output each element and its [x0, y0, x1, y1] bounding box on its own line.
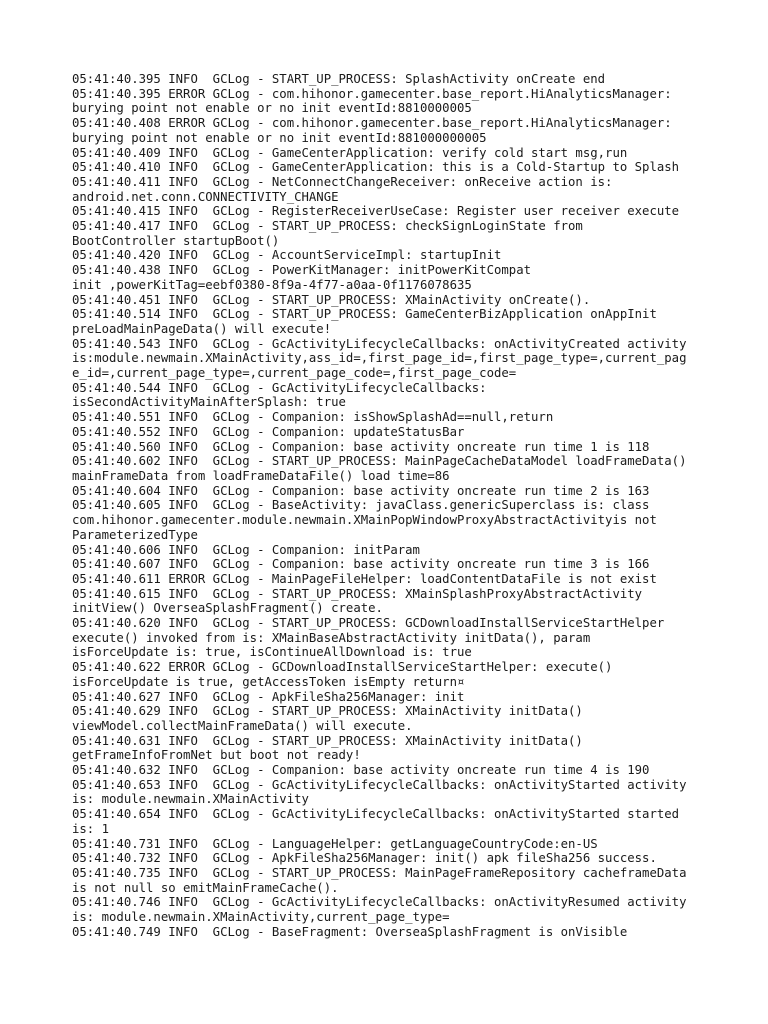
log-line: 05:41:40.607 INFO GCLog - Companion: base activity oncreate run time 3 is 166 — [72, 557, 650, 572]
log-line: 05:41:40.606 INFO GCLog - Companion: initParam — [72, 542, 420, 557]
log-line: 05:41:40.411 INFO GCLog - NetConnectChangeReceiver: onReceive action is: — [72, 174, 613, 189]
log-line: 05:41:40.631 INFO GCLog - START_UP_PROCESS: XMainActivity initData() — [72, 733, 583, 748]
log-line: mainFrameData from loadFrameDataFile() load time=86 — [72, 468, 450, 483]
log-line: 05:41:40.615 INFO GCLog - START_UP_PROCESS: XMainSplashProxyAbstractActivity — [72, 586, 643, 601]
log-line: com.hihonor.gamecenter.module.newmain.XMainPopWindowProxyAbstractActivityis not — [72, 513, 657, 528]
log-line: 05:41:40.629 INFO GCLog - START_UP_PROCESS: XMainActivity initData() — [72, 704, 583, 719]
log-line: 05:41:40.408 ERROR GCLog - com.hihonor.gamecenter.base_report.HiAnalyticsManager: — [72, 116, 672, 131]
log-line: is: 1 — [72, 821, 110, 836]
log-line: 05:41:40.627 INFO GCLog - ApkFileSha256Manager: init — [72, 689, 465, 704]
log-line: 05:41:40.451 INFO GCLog - START_UP_PROCESS: XMainActivity onCreate(). — [72, 292, 591, 307]
log-line: is:module.newmain.XMainActivity,ass_id=,first_page_id=,first_page_type=,current_pag — [72, 351, 687, 366]
log-line: burying point not enable or no init eventId:8810000005 — [72, 101, 472, 116]
log-line: is not null so emitMainFrameCache(). — [72, 880, 339, 895]
log-line: isForceUpdate is true, getAccessToken isEmpty return¤ — [72, 674, 465, 689]
log-line: e_id=,current_page_type=,current_page_code=,first_page_code= — [72, 366, 517, 381]
log-line: 05:41:40.732 INFO GCLog - ApkFileSha256Manager: init() apk fileSha256 success. — [72, 851, 657, 866]
log-line: 05:41:40.653 INFO GCLog - GcActivityLifecycleCallbacks: onActivityStarted activity — [72, 777, 687, 792]
log-line: 05:41:40.420 INFO GCLog - AccountServiceImpl: startupInit — [72, 248, 502, 263]
log-line: 05:41:40.395 INFO GCLog - START_UP_PROCESS: SplashActivity onCreate end — [72, 72, 606, 86]
log-line: getFrameInfoFromNet but boot not ready! — [72, 748, 361, 763]
log-document — [72, 72, 712, 939]
log-line: 05:41:40.749 INFO GCLog - BaseFragment: OverseaSplashFragment is onVisible — [72, 924, 628, 939]
log-line: 05:41:40.620 INFO GCLog - START_UP_PROCESS: GCDownloadInstallServiceStartHelper — [72, 616, 665, 631]
log-line: preLoadMainPageData() will execute! — [72, 321, 332, 336]
log-line: 05:41:40.604 INFO GCLog - Companion: base activity oncreate run time 2 is 163 — [72, 483, 650, 498]
log-line: 05:41:40.632 INFO GCLog - Companion: base activity oncreate run time 4 is 190 — [72, 763, 650, 778]
log-line: 05:41:40.544 INFO GCLog - GcActivityLifecycleCallbacks: — [72, 380, 487, 395]
log-line: 05:41:40.543 INFO GCLog - GcActivityLifecycleCallbacks: onActivityCreated activity — [72, 336, 687, 351]
log-line: 05:41:40.552 INFO GCLog - Companion: updateStatusBar — [72, 424, 465, 439]
log-line: is: module.newmain.XMainActivity — [72, 792, 309, 807]
log-line: 05:41:40.514 INFO GCLog - START_UP_PROCESS: GameCenterBizApplication onAppInit — [72, 307, 657, 322]
log-line: 05:41:40.395 ERROR GCLog - com.hihonor.gamecenter.base_report.HiAnalyticsManager: — [72, 86, 672, 101]
log-line: burying point not enable or no init eventId:881000000005 — [72, 130, 487, 145]
log-line: isForceUpdate is: true, isContinueAllDownload is: true — [72, 645, 472, 660]
log-line: 05:41:40.731 INFO GCLog - LanguageHelper: getLanguageCountryCode:en-US — [72, 836, 598, 851]
log-line: 05:41:40.438 INFO GCLog - PowerKitManager: initPowerKitCompat — [72, 263, 532, 278]
log-line: ParameterizedType — [72, 527, 198, 542]
log-line: 05:41:40.605 INFO GCLog - BaseActivity: javaClass.genericSuperclass is: class — [72, 498, 650, 513]
log-line: init ,powerKitTag=eebf0380-8f9a-4f77-a0aa-0f1176078635 — [72, 277, 472, 292]
log-line: 05:41:40.417 INFO GCLog - START_UP_PROCESS: checkSignLoginState from — [72, 219, 583, 234]
log-line: 05:41:40.551 INFO GCLog - Companion: isShowSplashAd==null,return — [72, 410, 554, 425]
log-line: 05:41:40.415 INFO GCLog - RegisterReceiverUseCase: Register user receiver execute — [72, 204, 680, 219]
log-line: 05:41:40.735 INFO GCLog - START_UP_PROCESS: MainPageFrameRepository cacheframeData — [72, 865, 687, 880]
log-line: 05:41:40.746 INFO GCLog - GcActivityLifecycleCallbacks: onActivityResumed activity — [72, 895, 687, 910]
log-line: initView() OverseaSplashFragment() create. — [72, 601, 383, 616]
log-line: 05:41:40.560 INFO GCLog - Companion: base activity oncreate run time 1 is 118 — [72, 439, 650, 454]
log-line: 05:41:40.654 INFO GCLog - GcActivityLifecycleCallbacks: onActivityStarted started — [72, 807, 680, 822]
log-line: 05:41:40.410 INFO GCLog - GameCenterApplication: this is a Cold-Startup to Splash — [72, 160, 680, 175]
log-line: 05:41:40.611 ERROR GCLog - MainPageFileHelper: loadContentDataFile is not exist — [72, 571, 657, 586]
log-line: 05:41:40.622 ERROR GCLog - GCDownloadInstallServiceStartHelper: execute() — [72, 660, 613, 675]
log-line: isSecondActivityMainAfterSplash: true — [72, 395, 346, 410]
log-line: execute() invoked from is: XMainBaseAbstractActivity initData(), param — [72, 630, 591, 645]
log-line: 05:41:40.602 INFO GCLog - START_UP_PROCESS: MainPageCacheDataModel loadFrameData() — [72, 454, 687, 469]
log-line: is: module.newmain.XMainActivity,current_page_type= — [72, 910, 450, 925]
log-line: 05:41:40.409 INFO GCLog - GameCenterApplication: verify cold start msg,run — [72, 145, 628, 160]
log-line: android.net.conn.CONNECTIVITY_CHANGE — [72, 189, 339, 204]
log-line: viewModel.collectMainFrameData() will execute. — [72, 718, 413, 733]
log-line: BootController startupBoot() — [72, 233, 280, 248]
